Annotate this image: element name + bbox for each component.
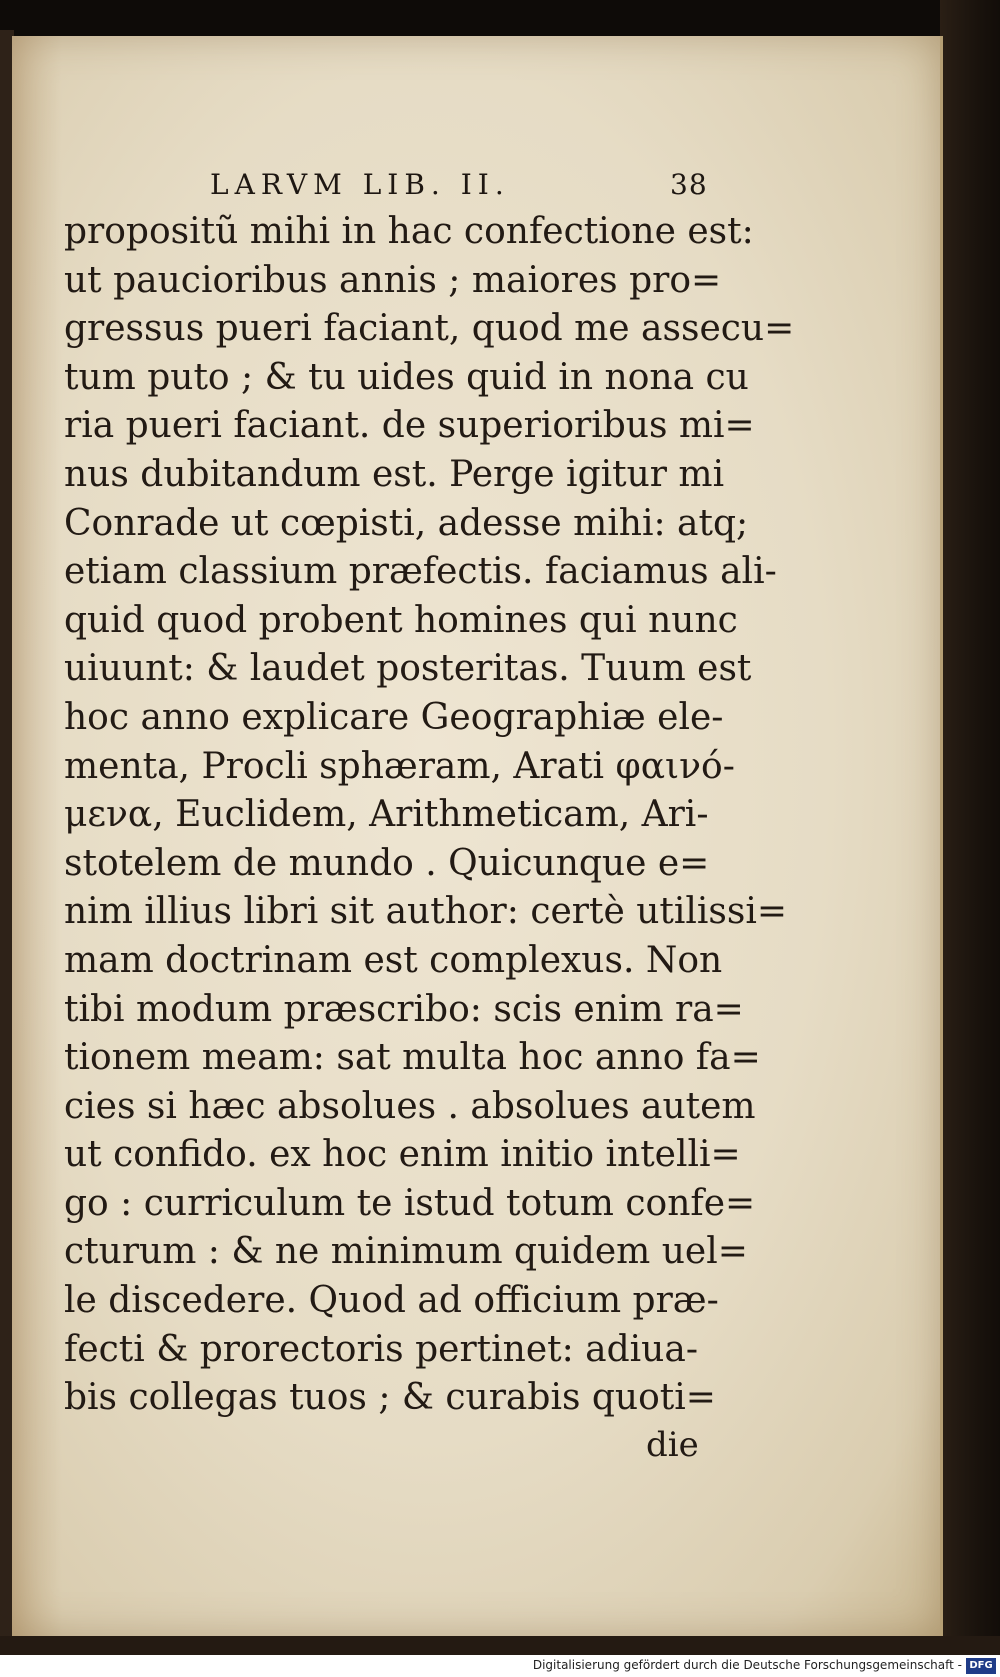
- body-text: [64, 208, 795, 1423]
- text-line: nim illius libri sit author: certè utilissi=: [64, 891, 788, 933]
- text-line: go : curriculum te istud totum confe=: [64, 1182, 756, 1224]
- text-line: nus dubitandum est. Perge igitur mi: [64, 453, 725, 495]
- book-fore-edge: [940, 0, 1000, 1677]
- text-line: μενα, Euclidem, Arithmeticam, Ari-: [64, 794, 709, 836]
- dfg-logo: DFG: [966, 1658, 996, 1674]
- text-line: tum puto ; & tu uides quid in nona cu: [64, 356, 749, 398]
- running-title: LARVM LIB. II.: [210, 168, 510, 201]
- text-line: gressus pueri faciant, quod me assecu=: [64, 308, 795, 350]
- text-line: cies si hæc absolues . absolues autem: [64, 1085, 756, 1127]
- text-line: tionem meam: sat multa hoc anno fa=: [64, 1037, 761, 1079]
- text-line: menta, Procli sphæram, Arati φαινό-: [64, 745, 735, 787]
- text-line: fecti & prorectoris pertinet: adiua-: [64, 1328, 698, 1370]
- text-line: etiam classium præfectis. faciamus ali-: [64, 551, 777, 593]
- text-line: cturum : & ne minimum quidem uel=: [64, 1231, 748, 1273]
- text-line: propositũ mihi in hac confectione est:: [64, 211, 754, 252]
- text-line: tibi modum præscribo: scis enim ra=: [64, 988, 744, 1030]
- text-line: uiuunt: & laudet posteritas. Tuum est: [64, 648, 752, 690]
- text-line: ut confido. ex hoc enim initio intelli=: [64, 1134, 741, 1176]
- scan-top-edge: [0, 0, 1000, 40]
- scan-bottom-edge: [0, 1636, 1000, 1655]
- text-line: Conrade ut cœpisti, adesse mihi: atq;: [64, 502, 749, 544]
- catchword: die: [646, 1425, 699, 1465]
- text-line: ria pueri faciant. de superioribus mi=: [64, 405, 755, 447]
- text-line: le discedere. Quod ad officium præ-: [64, 1280, 719, 1322]
- page-header: [210, 168, 750, 208]
- text-line: mam doctrinam est complexus. Non: [64, 939, 723, 981]
- text-line: bis collegas tuos ; & curabis quoti=: [64, 1377, 716, 1419]
- text-line: ut paucioribus annis ; maiores pro=: [64, 259, 722, 301]
- text-line: quid quod probent homines qui nunc: [64, 599, 738, 641]
- funding-credit: Digitalisierung gefördert durch die Deutsche Forschungsgemeinschaft -: [532, 1658, 962, 1672]
- folio-number: 38: [670, 168, 708, 201]
- credit-bar: [0, 1655, 1000, 1677]
- text-line: stotelem de mundo . Quicunque e=: [64, 842, 710, 884]
- page-gutter-stain: [12, 36, 62, 1636]
- text-line: hoc anno explicare Geographiæ ele-: [64, 696, 724, 738]
